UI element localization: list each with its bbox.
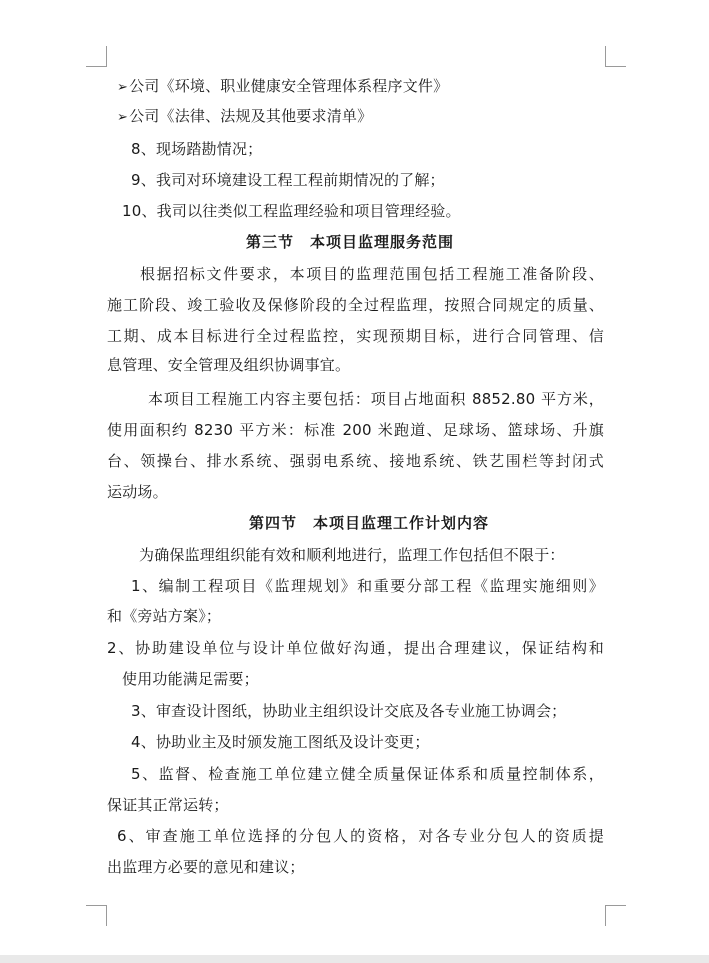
paragraph-line: 根据招标文件要求，本项目的监理范围包括工程施工准备阶段、 xyxy=(140,265,604,283)
list-item: 9、我司对环境建设工程工程前期情况的了解； xyxy=(131,171,445,189)
list-item-continuation: 保证其正常运转； xyxy=(107,796,229,814)
list-item: 3、审查设计图纸，协助业主组织设计交底及各专业施工协调会； xyxy=(131,702,567,720)
paragraph-line: 施工阶段、竣工验收及保修阶段的全过程监理，按照合同规定的质量、 xyxy=(107,296,604,314)
section-heading: 第三节 本项目监理服务范围 xyxy=(246,233,455,251)
list-item: 2、协助建设单位与设计单位做好沟通，提出合理建议，保证结构和 xyxy=(107,639,604,657)
list-item: 4、协助业主及时颁发施工图纸及设计变更； xyxy=(131,733,430,751)
paragraph-line: 工期、成本目标进行全过程监控，实现预期目标，进行合同管理、信 xyxy=(107,327,604,345)
section-heading: 第四节 本项目监理工作计划内容 xyxy=(249,514,490,532)
list-item: 10、我司以往类似工程监理经验和项目管理经验。 xyxy=(122,202,461,220)
paragraph-line: 使用面积约 8230 平方米：标准 200 米跑道、足球场、篮球场、升旗 xyxy=(107,421,604,439)
paragraph-line: 台、领操台、排水系统、强弱电系统、接地系统、铁艺围栏等封闭式 xyxy=(107,452,604,470)
paragraph-line: 息管理、安全管理及组织协调事宜。 xyxy=(107,356,351,374)
paragraph-line: 为确保监理组织能有效和顺利地进行，监理工作包括但不限于： xyxy=(139,546,565,564)
list-item-continuation: 使用功能满足需要； xyxy=(122,670,259,688)
page-corner-mark-top-right xyxy=(605,46,626,67)
list-item: 1、编制工程项目《监理规划》和重要分部工程《监理实施细则》 xyxy=(131,577,604,595)
paragraph-line: 运动场。 xyxy=(107,483,168,501)
list-item: 5、监督、检查施工单位建立健全质量保证体系和质量控制体系， xyxy=(131,765,604,783)
list-item: 8、现场踏勘情况； xyxy=(131,140,263,158)
bullet-item: ➢公司《环境、职业健康安全管理体系程序文件》 xyxy=(117,76,448,98)
page-corner-mark-bottom-right xyxy=(605,905,626,926)
bullet-item: ➢公司《法律、法规及其他要求清单》 xyxy=(117,106,372,128)
list-item-continuation: 出监理方必要的意见和建议； xyxy=(107,858,305,876)
arrow-bullet-icon: ➢ xyxy=(117,110,129,125)
page-bottom-gap xyxy=(0,955,709,963)
paragraph-line: 本项目工程施工内容主要包括：项目占地面积 8852.80 平方米， xyxy=(148,390,604,408)
page-corner-mark-top-left xyxy=(86,46,107,67)
list-item-continuation: 和《旁站方案》； xyxy=(107,607,222,625)
arrow-bullet-icon: ➢ xyxy=(117,80,129,95)
page-corner-mark-bottom-left xyxy=(86,905,107,926)
list-item: 6、审查施工单位选择的分包人的资格，对各专业分包人的资质提 xyxy=(117,827,604,845)
